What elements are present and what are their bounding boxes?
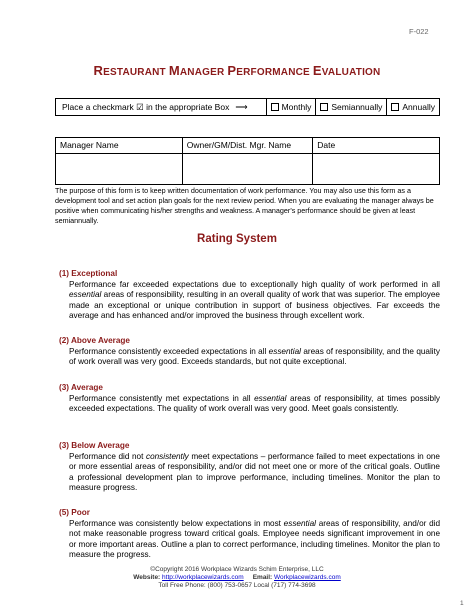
- right-arrow-icon: ⟶: [235, 101, 248, 112]
- owner-name-header: Owner/GM/Dist. Mgr. Name: [182, 138, 313, 154]
- checkbox-icon[interactable]: [271, 103, 279, 111]
- page-footer: [0, 566, 474, 591]
- option-monthly[interactable]: Monthly: [267, 99, 317, 115]
- rating-above-average: [55, 336, 440, 368]
- title-part: RESTAURANT: [93, 63, 169, 78]
- contact-line: [0, 574, 474, 582]
- title-part: PERFORMANCE: [227, 63, 313, 78]
- date-header: Date: [313, 138, 440, 154]
- rating-description: Performance consistently met expectations in all essential areas of responsibility, at times possibly exceeded expectations. The quality of work overall was very good. Meet goals consistently.: [69, 393, 441, 414]
- checkbox-icon[interactable]: [320, 103, 328, 111]
- rating-average: [55, 383, 440, 415]
- rating-exceptional: [55, 269, 440, 322]
- rating-heading: (3) Average: [59, 383, 103, 392]
- manager-name-header: Manager Name: [56, 138, 183, 154]
- review-period-row: [55, 98, 440, 116]
- copyright-line: ©Copyright 2016 Workplace Wizards Schim Enterprise, LLC: [150, 566, 324, 573]
- phone-line: Toll Free Phone: (800) 753-0657 Local (717) 774-3698: [158, 582, 316, 590]
- rating-system-heading: Rating System: [197, 233, 277, 245]
- rating-description: Performance did not consistently meet expectations – performance failed to meet expectations in one or more essential areas of responsibility, and/or did not meet one or more of the critical goals. Outline a professional development plan to improve performance, including timelines. Monitor the plan to measure progress.: [69, 451, 440, 493]
- website-label: Website:: [133, 574, 161, 582]
- checkbox-icon[interactable]: [391, 103, 399, 111]
- rating-description: Performance was consistently below expectations in most essential areas of responsibility, and/or did not make reasonable progress toward critical goals. Employee needs significant improvement in one or more important areas. Outline a plan to correct performance, including timelines. Monitor the plan to measure the progress.: [69, 518, 440, 560]
- title-part: EVALUATION: [312, 63, 381, 78]
- manager-name-field[interactable]: [56, 154, 183, 185]
- date-field[interactable]: [313, 154, 440, 185]
- option-semiannually[interactable]: Semiannually: [316, 99, 387, 115]
- info-table: [55, 137, 440, 185]
- website-link[interactable]: http://workplacewizards.com: [162, 574, 244, 582]
- rating-heading: (3) Below Average: [59, 441, 130, 450]
- option-annually[interactable]: Annually: [387, 99, 439, 115]
- rating-description: Performance far exceeded expectations due to exceptionally high quality of work performed in all essential areas of responsibility, resulting in an overall quality of work that was superior. The employee made an exceptional or unique contribution in support of business objectives. Far exceeds the average and has enhanced and/or improved the business through excellent work.: [69, 279, 440, 321]
- email-link[interactable]: Workplacewizards.com: [274, 574, 341, 582]
- email-label: Email:: [252, 574, 273, 582]
- form-number: F-022: [409, 27, 429, 36]
- title-part: MANAGER: [168, 63, 228, 78]
- rating-heading: (5) Poor: [59, 508, 90, 517]
- page-title: [0, 63, 474, 78]
- page-number: 1: [460, 600, 464, 607]
- rating-heading: (2) Above Average: [59, 336, 130, 345]
- rating-poor: [55, 508, 440, 561]
- rating-description: Performance consistently exceeded expectations in all essential areas of responsibility, and the quality of work overall was very good. Exceeds standards, but not quite exceptional.: [69, 346, 440, 367]
- rating-heading: (1) Exceptional: [59, 269, 118, 278]
- rating-below-average: [55, 441, 440, 494]
- intro-paragraph: The purpose of this form is to keep written documentation of work performance. You may also use this form as a development tool and set action plan goals for the next review period. When you are evaluating the manager always be positive when communicating his/her strengths and weakness. A manager's performance should be given at least semiannually.: [55, 186, 434, 225]
- checkmark-instruction: Place a checkmark ☑ in the appropriate Box ⟶: [56, 99, 267, 115]
- owner-name-field[interactable]: [182, 154, 313, 185]
